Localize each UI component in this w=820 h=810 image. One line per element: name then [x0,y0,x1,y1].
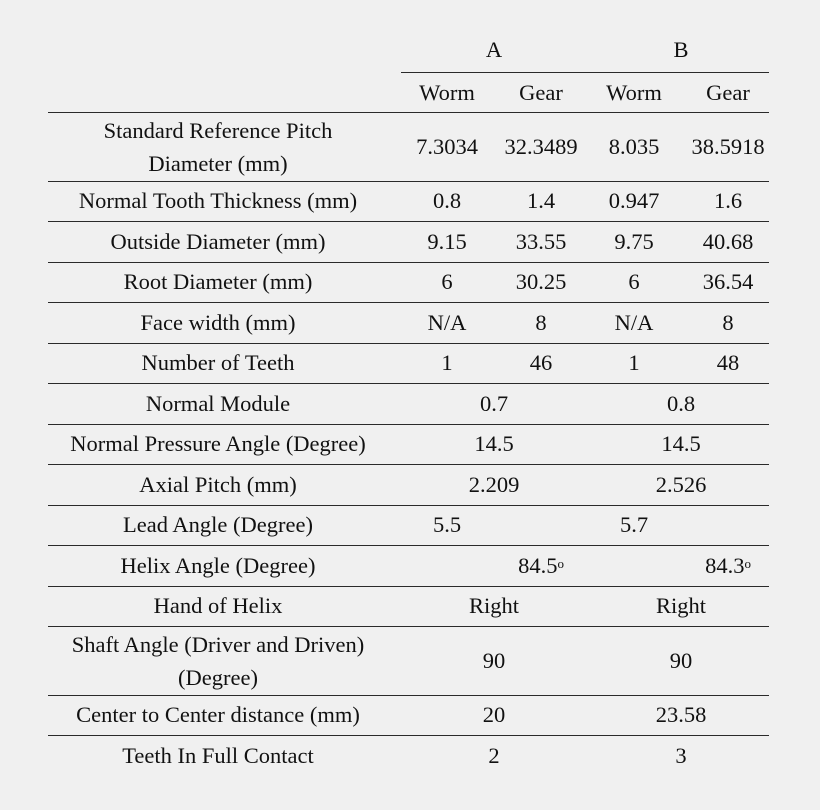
cell-worm-a: 1 [441,350,453,375]
subheader-gear-b: Gear [706,80,750,105]
cell-gear-b: 1.6 [713,188,743,213]
row-label: Outside Diameter (mm) [110,229,326,254]
group-header-a: A [485,37,503,62]
cell-worm-b: N/A [614,310,654,335]
row-rule [48,735,769,736]
row-label: Root Diameter (mm) [123,269,313,294]
row-rule [48,464,769,465]
row-rule [48,545,769,546]
cell-a: 5.5 [432,512,462,537]
cell-a: 2 [488,743,500,768]
row-label: Number of Teeth [141,350,295,375]
cell-gear-a: 8 [535,310,547,335]
cell-gear-a: 33.55 [515,229,567,254]
row-rule [48,221,769,222]
degree-superscript: o [557,556,564,571]
degree-superscript: o [744,556,751,571]
row-label: Normal Pressure Angle (Degree) [70,431,366,456]
row-label: Lead Angle (Degree) [123,512,313,537]
row-label: Helix Angle (Degree) [120,553,316,578]
cell-worm-b: 6 [628,269,640,294]
cell-a: 0.7 [479,391,509,416]
cell-b: 0.8 [666,391,696,416]
header-rule [401,72,769,73]
subheader-worm-a: Worm [419,80,475,105]
cell-worm-b: 8.035 [608,134,660,159]
subheader-worm-b: Worm [606,80,662,105]
row-rule [48,626,769,627]
cell-worm-a: 0.8 [432,188,462,213]
row-label: Hand of Helix [153,593,283,618]
row-rule [48,262,769,263]
cell-b: 2.526 [655,472,707,497]
row-rule [48,302,769,303]
cell-gear-a: 46 [529,350,553,375]
cell-worm-b: 1 [628,350,640,375]
cell-b: 23.58 [655,702,707,727]
row-label: Normal Tooth Thickness (mm) [78,188,358,213]
row-label: Axial Pitch (mm) [139,472,297,497]
cell-gear-a: 32.3489 [504,134,578,159]
cell-worm-a: N/A [427,310,467,335]
cell-b: 90 [669,648,693,673]
subheader-gear-a: Gear [519,80,563,105]
row-label: Standard Reference Pitch Diameter (mm) [103,118,333,176]
cell-gear-b: 38.5918 [691,134,765,159]
cell-gear-b: 40.68 [702,229,754,254]
cell-gear-b: 36.54 [702,269,754,294]
cell-a: 14.5 [474,431,514,456]
group-header-b: B [673,37,689,62]
cell-b [705,553,751,579]
value-text: 84.5 [518,553,558,578]
cell-b: Right [655,593,707,618]
cell-worm-a: 6 [441,269,453,294]
row-label: Shaft Angle (Driver and Driven) (Degree) [71,632,365,690]
cell-worm-b: 0.947 [608,188,660,213]
cell-gear-b: 48 [716,350,740,375]
row-label: Center to Center distance (mm) [76,702,360,727]
cell-b: 3 [675,743,687,768]
cell-a: Right [468,593,520,618]
cell-b: 5.7 [619,512,649,537]
value-text: 84.3 [705,553,745,578]
cell-worm-a: 9.15 [427,229,467,254]
row-rule [48,383,769,384]
row-rule [48,112,769,113]
row-rule [48,695,769,696]
row-label: Teeth In Full Contact [122,743,314,768]
cell-gear-a: 30.25 [515,269,567,294]
row-rule [48,343,769,344]
cell-worm-a: 7.3034 [416,134,478,159]
row-rule [48,424,769,425]
row-label: Face width (mm) [140,310,296,335]
row-rule [48,586,769,587]
row-label: Normal Module [145,391,291,416]
cell-a [518,553,564,579]
cell-gear-a: 1.4 [526,188,556,213]
row-rule [48,505,769,506]
cell-worm-b: 9.75 [614,229,654,254]
cell-gear-b: 8 [722,310,734,335]
row-rule [48,181,769,182]
cell-a: 20 [482,702,506,727]
cell-b: 14.5 [661,431,701,456]
cell-a: 90 [482,648,506,673]
cell-a: 2.209 [468,472,520,497]
